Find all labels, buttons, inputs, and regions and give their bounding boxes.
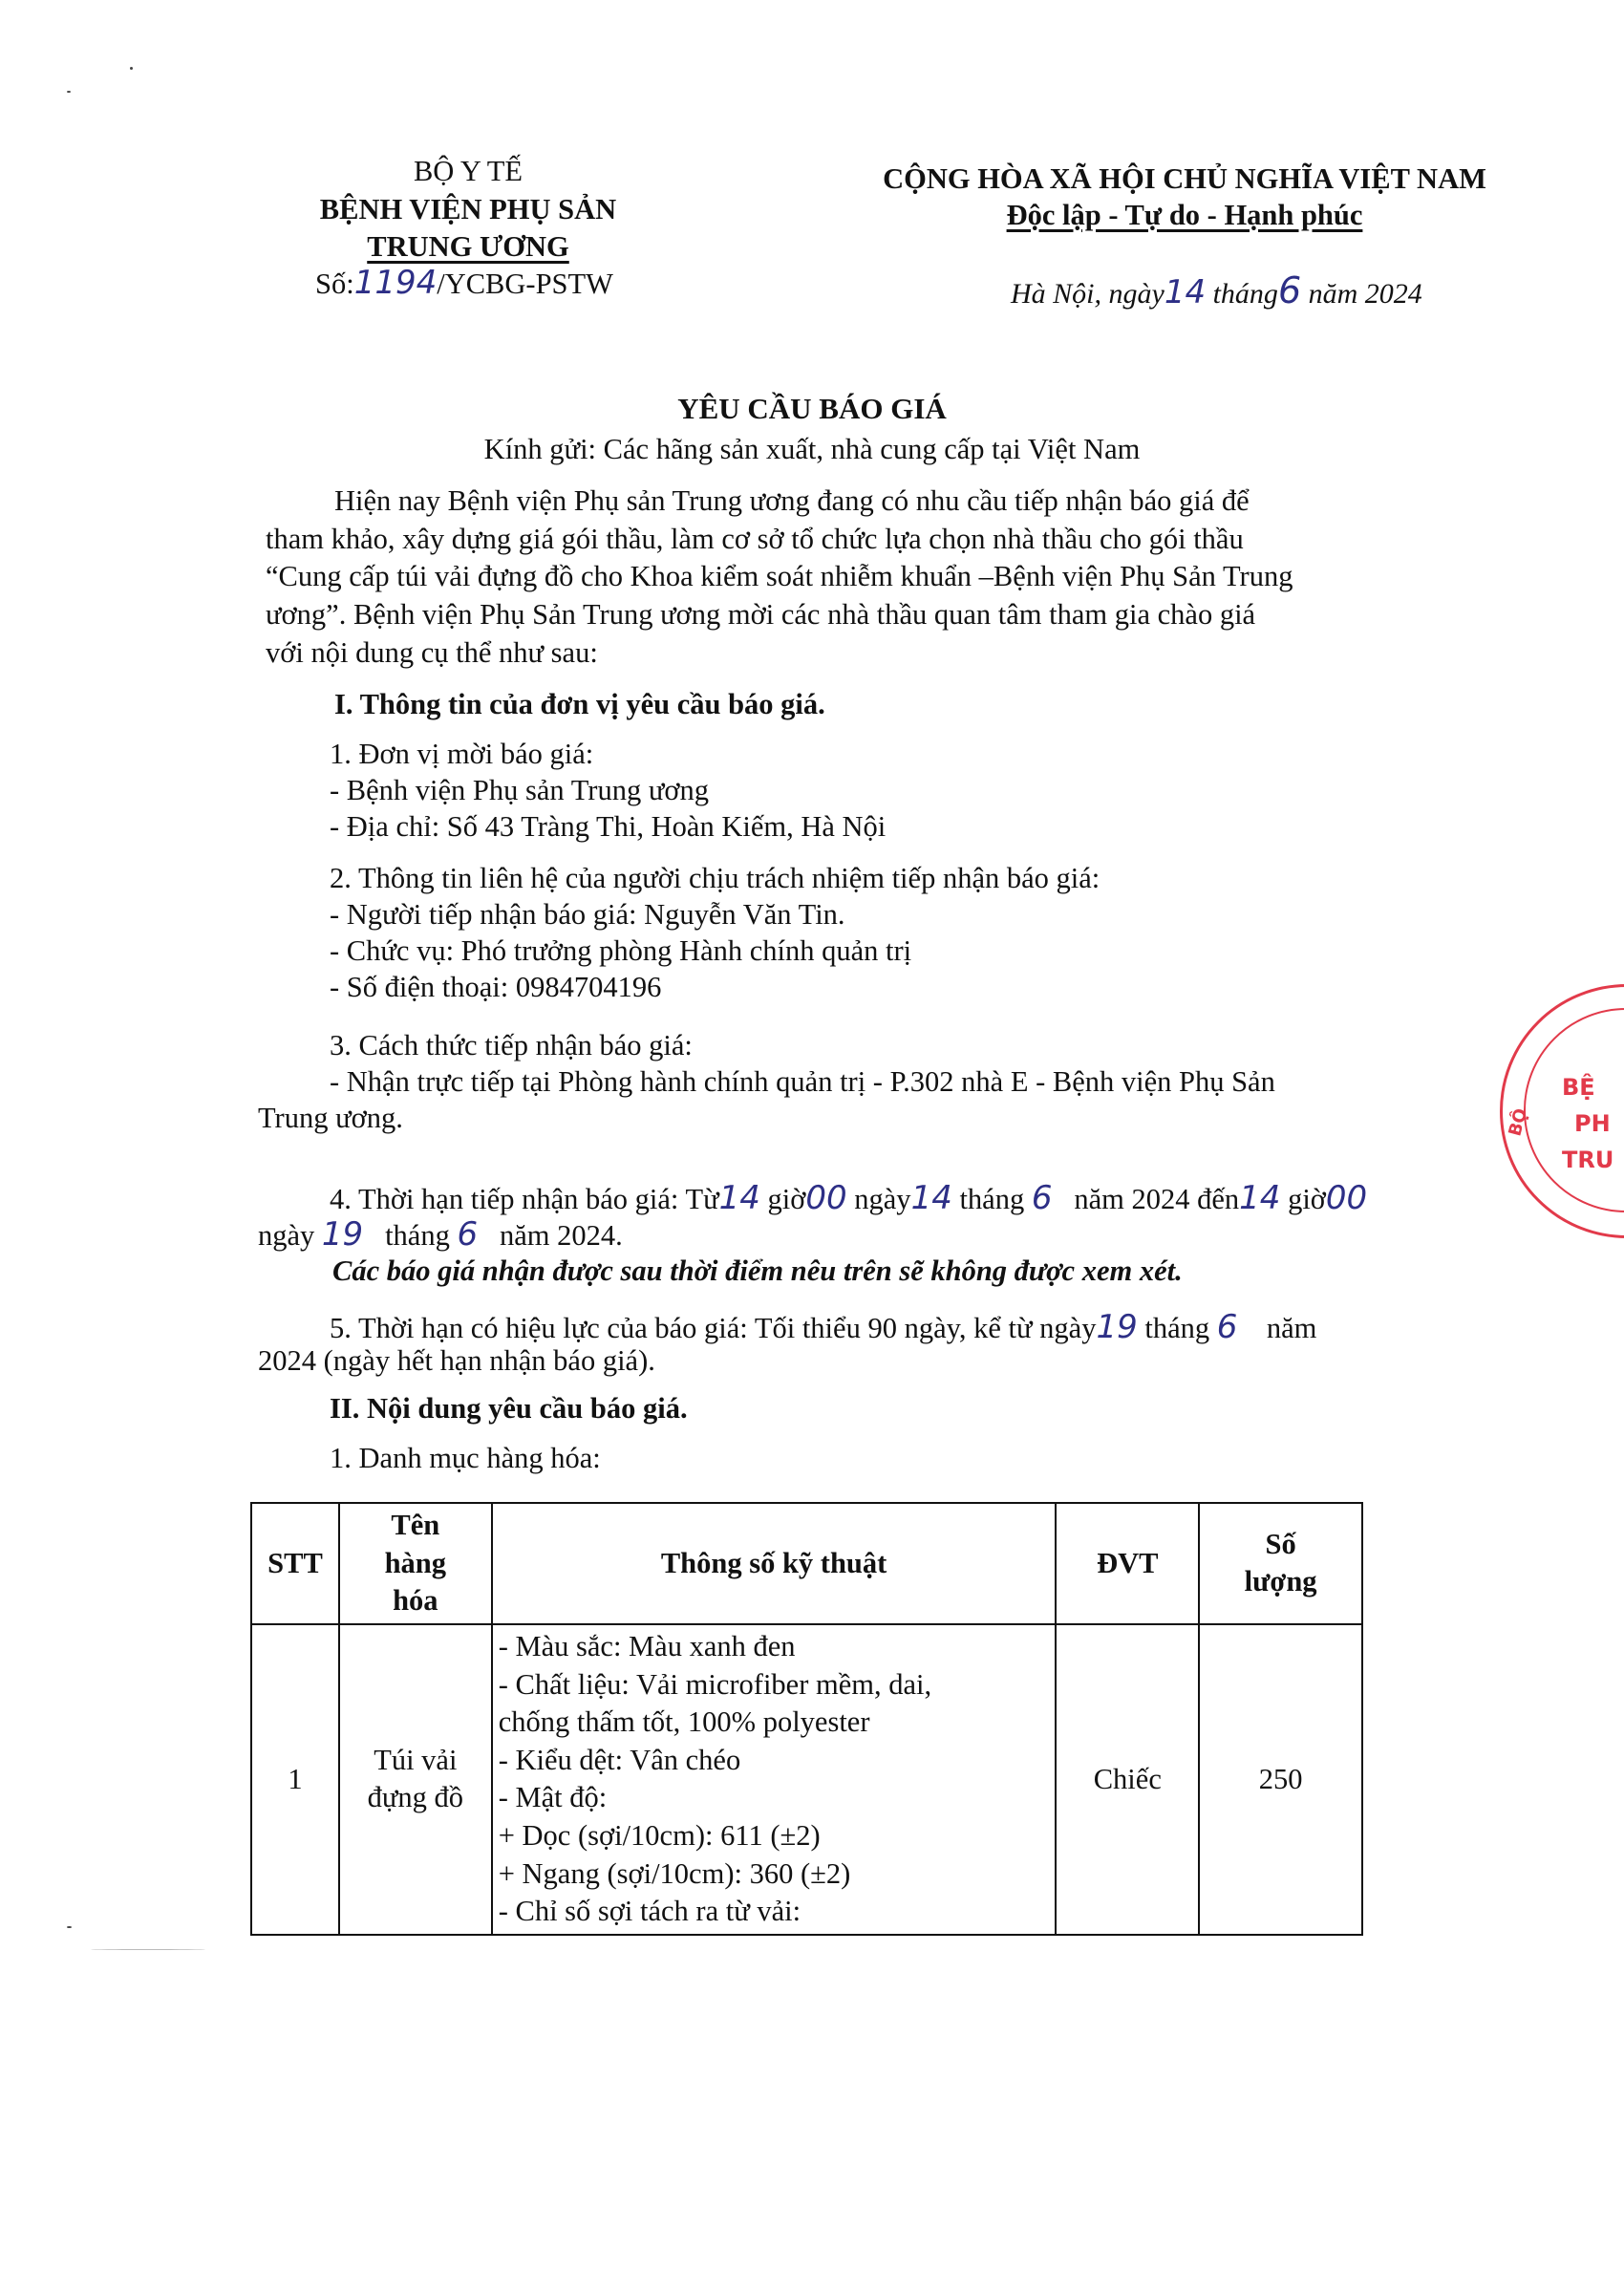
item4-text: ngày (854, 1183, 911, 1215)
national-motto (831, 197, 1538, 235)
intro-line: “Cung cấp túi vải đựng đồ cho Khoa kiểm soát nhiễm khuẩn –Bệnh viện Phụ Sản Trung (266, 560, 1293, 593)
doc-number-prefix: Số: (315, 268, 354, 300)
date-month-handwritten: 6 (1277, 269, 1302, 311)
scan-speck (130, 67, 133, 70)
cell-stt: 1 (251, 1624, 339, 1935)
item5-text: năm (1266, 1312, 1317, 1344)
header-item-name-l1: Tên (391, 1509, 440, 1541)
spec-line: - Chỉ số sợi tách ra từ vải: (498, 1895, 801, 1928)
section-2-heading: II. Nội dung yêu cầu báo giá. (330, 1392, 688, 1425)
intro-line: ương”. Bệnh viện Phụ Sản Trung ương mời các nhà thầu quan tâm tham gia chào giá (266, 597, 1256, 631)
date-year: năm 2024 (1308, 278, 1422, 310)
cell-item-name (339, 1624, 492, 1935)
section-1-item-5-line2: 2024 (ngày hết hạn nhận báo giá). (258, 1344, 655, 1377)
spec-line: + Ngang (sợi/10cm): 360 (±2) (498, 1856, 851, 1890)
header-item-name-l2: hàng (384, 1546, 447, 1579)
stamp-text-line2: PH (1574, 1110, 1611, 1137)
header-quantity-l1: Số (1265, 1527, 1296, 1560)
item5-text: 5. Thời hạn có hiệu lực của báo giá: Tối thiểu 90 ngày, kể từ ngày (330, 1312, 1097, 1344)
section-1-item-2-b: - Chức vụ: Phó trưởng phòng Hành chính quản trị (330, 934, 912, 967)
document-date (1011, 268, 1546, 314)
header-quantity (1199, 1503, 1362, 1624)
cell-quantity: 250 (1199, 1624, 1362, 1935)
stamp-arc-text: BỘ (1505, 1105, 1532, 1139)
item4-text: giờ (1288, 1183, 1326, 1215)
spec-line: - Chất liệu: Vải microfiber mềm, dai, (498, 1667, 932, 1701)
item4-month-from: 6 (1031, 1179, 1053, 1217)
section-1-item-1-title: 1. Đơn vị mời báo giá: (330, 738, 594, 770)
item4-hour-from: 14 (718, 1179, 760, 1217)
section-1-item-3-b: Trung ương. (258, 1102, 403, 1134)
cell-specs (492, 1624, 1057, 1935)
scan-speck (67, 91, 71, 93)
item4-text: tháng (959, 1183, 1025, 1215)
spec-line: + Dọc (sợi/10cm): 611 (±2) (498, 1819, 821, 1853)
header-stt: STT (251, 1503, 339, 1624)
section-1-item-4-line2 (258, 1213, 623, 1255)
stamp-text-line3: TRU (1562, 1147, 1614, 1173)
item4-text: giờ (767, 1183, 806, 1215)
scan-speck (91, 1949, 205, 1950)
item4-minute-to: 00 (1325, 1179, 1368, 1217)
header-quantity-l2: lượng (1244, 1565, 1317, 1598)
intro-line: tham khảo, xây dựng giá gói thầu, làm cơ sở tổ chức lựa chọn nhà thầu cho gói thầu (266, 522, 1244, 555)
date-place: Hà Nội, ngày (1011, 278, 1165, 310)
scan-speck (67, 1926, 72, 1928)
section-1-item-3-title: 3. Cách thức tiếp nhận báo giá: (330, 1029, 693, 1061)
item4-text: năm 2024. (499, 1219, 623, 1252)
section-1-heading: I. Thông tin của đơn vị yêu cầu báo giá. (334, 688, 825, 720)
republic-name: CỘNG HÒA XÃ HỘI CHỦ NGHĨA VIỆT NAM (883, 162, 1486, 195)
doc-number-handwritten: 1194 (353, 264, 438, 302)
table-header-row (251, 1503, 1362, 1624)
header-item-name-l3: hóa (393, 1584, 438, 1618)
spec-line: - Màu sắc: Màu xanh đen (498, 1629, 796, 1662)
doc-number-suffix: /YCBG-PSTW (437, 268, 613, 300)
ministry-name: BỘ Y TẾ (413, 155, 524, 187)
header-item-name (339, 1503, 492, 1624)
official-stamp (1500, 984, 1624, 1238)
item4-day-from: 14 (910, 1179, 952, 1217)
section-2-item-1-title: 1. Danh mục hàng hóa: (330, 1442, 601, 1474)
hospital-name-line1: BỆNH VIỆN PHỤ SẢN (319, 193, 617, 225)
item4-text: ngày (258, 1219, 315, 1252)
item4-hour-to: 14 (1239, 1179, 1281, 1217)
late-quote-warning: Các báo giá nhận được sau thời điểm nêu trên sẽ không được xem xét. (332, 1254, 1183, 1287)
cell-item-name-l2: đựng đồ (367, 1781, 464, 1814)
header-unit: ĐVT (1056, 1503, 1199, 1624)
stamp-text-line1: BỆ (1562, 1074, 1595, 1101)
section-1-item-2-title: 2. Thông tin liên hệ của người chịu trách nhiệm tiếp nhận báo giá: (330, 862, 1100, 894)
item4-text: tháng (385, 1219, 450, 1252)
item4-month-to: 6 (457, 1215, 479, 1254)
item5-day: 19 (1096, 1308, 1138, 1346)
cell-item-name-l1: Túi vải (374, 1743, 458, 1776)
item4-minute-from: 00 (805, 1179, 847, 1217)
item4-day-to: 19 (321, 1215, 364, 1254)
document-number (315, 262, 697, 304)
intro-line: Hiện nay Bệnh viện Phụ sản Trung ương đang có nhu cầu tiếp nhận báo giá để (334, 484, 1250, 517)
hospital-name-line2 (277, 228, 659, 267)
section-1-item-2-a: - Người tiếp nhận báo giá: Nguyễn Văn Tin. (330, 898, 845, 931)
intro-line: với nội dung cụ thể như sau: (266, 635, 598, 669)
item5-month: 6 (1216, 1308, 1238, 1346)
spec-line: chống thấm tốt, 100% polyester (498, 1705, 870, 1739)
national-motto-text: Độc lập - Tự do - Hạnh phúc (1006, 199, 1363, 231)
header-specs: Thông số kỹ thuật (492, 1503, 1057, 1624)
recipient: Kính gửi: Các hãng sản xuất, nhà cung cấp tại Việt Nam (483, 433, 1141, 465)
section-1-item-2-c: - Số điện thoại: 0984704196 (330, 971, 662, 1003)
section-1-item-1-a: - Bệnh viện Phụ sản Trung ương (330, 774, 709, 806)
goods-table (250, 1502, 1363, 1936)
spec-line: - Kiểu dệt: Vân chéo (498, 1743, 741, 1776)
date-month-label: tháng (1212, 278, 1278, 310)
spec-line: - Mật độ: (498, 1781, 608, 1814)
item5-text: tháng (1144, 1312, 1210, 1344)
table-row (251, 1624, 1362, 1935)
document-title: YÊU CẦU BÁO GIÁ (677, 392, 947, 425)
section-1-item-1-b: - Địa chỉ: Số 43 Tràng Thi, Hoàn Kiếm, Hà Nội (330, 810, 887, 843)
intro-paragraph (266, 482, 1412, 672)
section-1-item-3-a: - Nhận trực tiếp tại Phòng hành chính quản trị - P.302 nhà E - Bệnh viện Phụ Sản (330, 1065, 1275, 1098)
item4-text: 4. Thời hạn tiếp nhận báo giá: Từ (330, 1183, 719, 1215)
date-day-handwritten: 14 (1164, 273, 1207, 311)
cell-unit: Chiếc (1056, 1624, 1199, 1935)
hospital-name-line2-text: TRUNG ƯƠNG (367, 230, 569, 263)
item4-text: năm 2024 đến (1074, 1183, 1240, 1215)
